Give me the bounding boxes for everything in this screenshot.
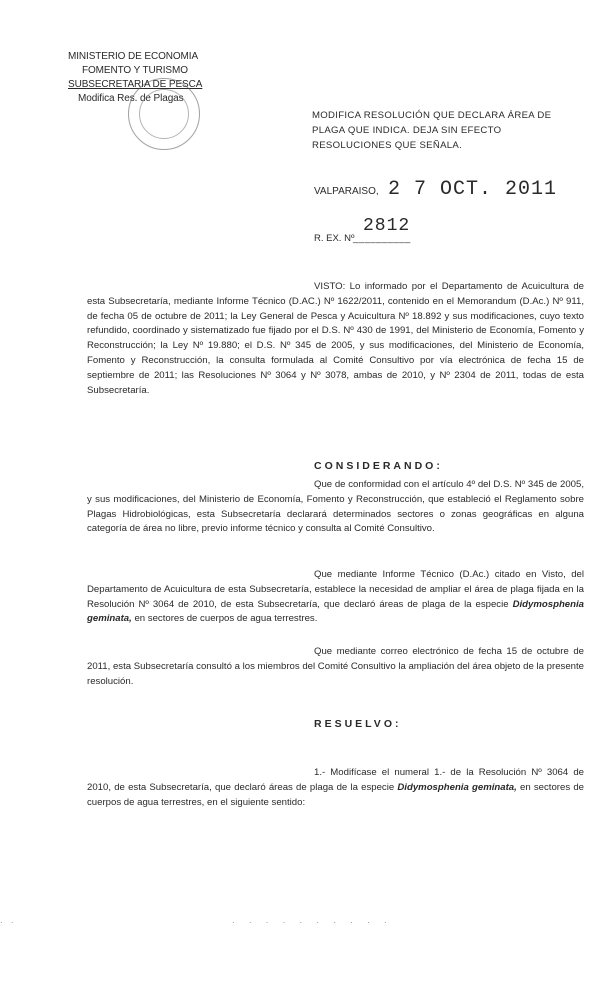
- considerando-2-text-a: Que mediante Informe Técnico (D.Ac.) citado en Visto, del Departamento de Acuicultura de esta Subsecretaría, establece la necesidad de ampliar el área de plaga fijada en la Resolución Nº 3064 de 2010, de esta Subsecretaría, que declaró áreas de plaga de la especie: [87, 569, 584, 610]
- resolution-blank-line: __________: [353, 233, 411, 244]
- visto-label: VISTO:: [314, 281, 346, 292]
- considerando-2-text-b: en sectores de cuerpos de agua terrestres.: [131, 613, 318, 625]
- ministry-name: MINISTERIO DE ECONOMIA: [68, 51, 199, 62]
- resuelvo-text-a: 1.- Modifícase el numeral 1.- de la Resolución Nº 3064 de 2010, de esta Subsecretaría, que declaró áreas de plaga de la especie: [87, 767, 584, 793]
- considerando-paragraph-1: Que de conformidad con el artículo 4º del D.S. Nº 345 de 2005, y sus modificaciones, del Ministerio de Economía, Fomento y Reconstrucción, que estableció el Reglamento sobre Plagas Hidrobiológicas, esta Subsecretaría declarará determinados sectores o zonas geográficas en alguna categoría de área no libre, previo informe técnico y consulta al Comité Consultivo.: [87, 479, 584, 535]
- considerando-paragraph-3: Que mediante correo electrónico de fecha 15 de octubre de 2011, esta Subsecretaría consultó a los miembros del Comité Consultivo la ampliación del área objeto de la presente resolución.: [87, 646, 584, 687]
- resuelvo-text-b: en sectores de cuerpos de agua terrestres, en el siguiente sentido:: [87, 781, 584, 808]
- species-name-resuelvo: Didymosphenia geminata,: [397, 781, 517, 793]
- resuelvo-paragraph-1: [87, 766, 584, 810]
- date-label: VALPARAISO,: [314, 186, 379, 197]
- visto-paragraph: [87, 280, 584, 398]
- ministry-subtitle: FOMENTO Y TURISMO: [82, 65, 188, 76]
- official-seal-stamp: [128, 78, 200, 150]
- resolution-number: 2812: [363, 216, 411, 236]
- subsecretaria-name: SUBSECRETARIA DE PESCA: [68, 79, 203, 90]
- scan-artifact-bottom: · · · · · · · · · ·: [232, 918, 393, 927]
- visto-text: Lo informado por el Departamento de Acuicultura de esta Subsecretaría, mediante Informe Técnico (D.AC.) Nº 1622/2011, contenido en el Memorandum (D.Ac.) Nº 911, de fecha 05 de octubre de 2011; la Ley General de Pesca y Acuicultura Nº 18.892 y sus modificaciones, cuyo texto refundido, coordinado y sistematizado fue fijado por el D.S. Nº 430 de 1991, del Ministerio de Economía, Fomento y Reconstrucción; la Ley Nº 19.880; el D.S. Nº 345 de 2005, y sus modificaciones, del Ministerio de Economía, Fomento y Reconstrucción, la consulta formulada al Comité Consultivo por vía electrónica de fecha 15 de septiembre de 2011; las Resoluciones Nº 3064 y Nº 3078, ambas de 2010, y Nº 2304 de 2011, todas de esta Subsecretaría.: [87, 281, 584, 396]
- scan-artifact-left: · ·: [0, 918, 17, 927]
- document-title: MODIFICA RESOLUCIÓN QUE DECLARA ÁREA DE PLAGA QUE INDICA. DEJA SIN EFECTO RESOLUCIONES QUE SEÑALA.: [312, 110, 552, 151]
- document-reference: Modifica Res. de Plagas: [78, 93, 184, 104]
- considerando-paragraph-2: [87, 568, 584, 627]
- resuelvo-heading: RESUELVO:: [314, 718, 402, 730]
- resolution-label: R. EX. Nº: [314, 233, 355, 244]
- considerando-heading: CONSIDERANDO:: [314, 460, 443, 472]
- date-stamp: 2 7 OCT. 2011: [388, 178, 558, 201]
- species-name: Didymosphenia geminata,: [87, 598, 584, 625]
